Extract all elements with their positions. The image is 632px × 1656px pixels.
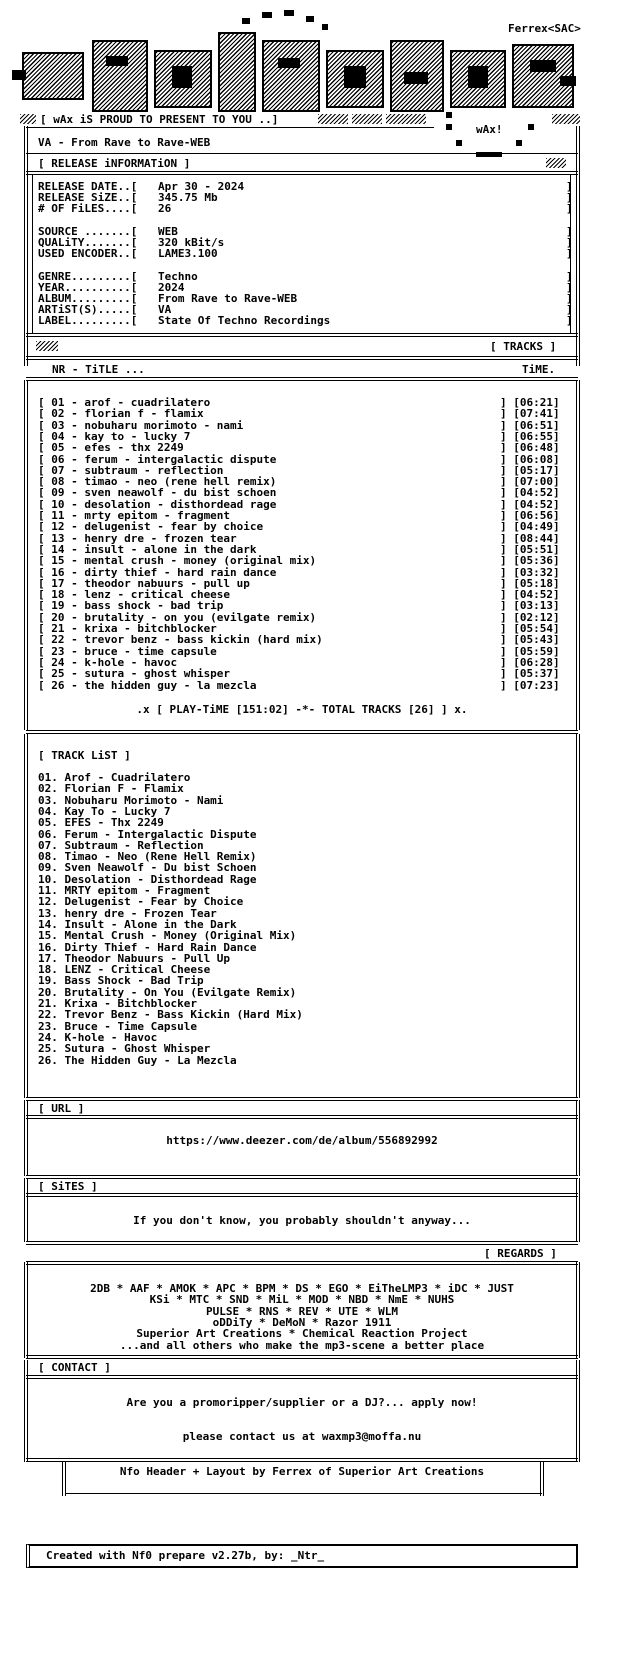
- regards-line: oDDiTy * DeMoN * Razor 1911: [212, 1315, 392, 1329]
- release-info-bracket: ]: [566, 247, 573, 261]
- track-row: [38, 634, 570, 645]
- release-info-value: 345.75 Mb: [158, 191, 218, 205]
- track-time: ] [05:43]: [500, 633, 560, 647]
- tracklist-item: 09. Sven Neawolf - Du bist Schoen: [38, 861, 257, 875]
- track-time: ] [07:23]: [500, 678, 560, 692]
- release-info-bracket: ]: [566, 202, 573, 216]
- release-info-label: QUALiTY.......[: [38, 236, 138, 249]
- tracklist-item: 19. Bass Shock - Bad Trip: [38, 974, 204, 988]
- track-row: [38, 600, 570, 611]
- track-title: [ 13 - henry dre - frozen tear: [38, 531, 237, 545]
- release-info-row: [38, 259, 570, 270]
- track-time: ] [07:00]: [500, 475, 560, 489]
- track-row: [38, 646, 570, 657]
- tracklist-item: 21. Krixa - Bitchblocker: [38, 997, 197, 1010]
- track-title: [ 16 - dirty thief - hard rain dance: [38, 565, 277, 579]
- track-title: [ 03 - nobuharu morimoto - nami: [38, 418, 244, 432]
- tracklist-item: 02. Florian F - Flamix: [38, 782, 184, 796]
- track-title: [ 01 - arof - cuadrilatero: [38, 396, 211, 409]
- release-info-label: YEAR..........[: [38, 280, 138, 294]
- track-row: [38, 442, 570, 453]
- release-info-label: # OF FiLES....[: [38, 202, 138, 216]
- tracklist-item: 10. Desolation - Disthordead Rage: [38, 872, 257, 886]
- contact-heading: [ CONTACT ]: [38, 1361, 111, 1374]
- track-time: ] [06:08]: [500, 452, 560, 466]
- track-title: [ 11 - mrty epitom - fragment: [38, 509, 231, 522]
- track-title: [ 09 - sven neawolf - du bist schoen: [38, 486, 277, 500]
- track-time: ] [04:52]: [500, 486, 560, 500]
- release-info-bracket: ]: [566, 280, 573, 294]
- contact-line-email: please contact us at waxmp3@moffa.nu: [182, 1430, 422, 1443]
- track-row: [38, 567, 570, 578]
- track-title: [ 20 - brutality - on you (evilgate remix): [38, 610, 317, 624]
- tracks-heading: [ TRACKS ]: [490, 340, 557, 353]
- release-info-label: GENRE.........[: [38, 269, 138, 283]
- track-time: ] [05:51]: [500, 542, 560, 556]
- track-title: [ 02 - florian f - flamix: [38, 407, 204, 421]
- track-title: [ 25 - sutura - ghost whisper: [38, 667, 231, 681]
- track-row: [38, 408, 570, 419]
- track-time: ] [04:52]: [500, 497, 560, 511]
- tracklist-item: 22. Trevor Benz - Bass Kickin (Hard Mix): [38, 1008, 303, 1022]
- intro-text: [ wAx iS PROUD TO PRESENT TO YOU ..]: [40, 113, 279, 126]
- release-info-value: VA: [158, 303, 172, 317]
- track-time: ] [05:18]: [500, 576, 560, 590]
- track-title: [ 22 - trevor benz - bass kickin (hard mix): [38, 633, 323, 647]
- wax-tag-label: wAx!: [476, 123, 503, 136]
- track-time: ] [08:44]: [500, 531, 560, 545]
- release-info-value: Techno: [158, 269, 198, 283]
- track-time: ] [06:56]: [500, 509, 560, 522]
- track-title: [ 17 - theodor nabuurs - pull up: [38, 576, 250, 590]
- track-time: ] [06:51]: [500, 418, 560, 432]
- tracklist-item: 13. henry dre - Frozen Tear: [38, 906, 217, 920]
- track-title: [ 05 - efes - thx 2249: [38, 441, 184, 455]
- track-row: [38, 487, 570, 498]
- release-info-label: LABEL.........[: [38, 314, 138, 328]
- release-info-value: WEB: [158, 224, 178, 238]
- release-info-label: SOURCE .......[: [38, 224, 138, 238]
- track-title: [ 07 - subtraum - reflection: [38, 463, 224, 477]
- tracklist-item: 18. LENZ - Critical Cheese: [38, 963, 211, 977]
- tracklist-item: 15. Mental Crush - Money (Original Mix): [38, 929, 297, 943]
- release-info-value: Apr 30 - 2024: [158, 180, 245, 193]
- track-time: ] [06:21]: [500, 396, 560, 409]
- tracklist-heading: [ TRACK LiST ]: [38, 749, 131, 762]
- track-title: [ 12 - delugenist - fear by choice: [38, 520, 264, 534]
- release-info-bracket: ]: [566, 314, 573, 328]
- tracklist-item: 06. Ferum - Intergalactic Dispute: [38, 827, 257, 841]
- release-info-value: From Rave to Rave-WEB: [158, 292, 298, 305]
- release-info-value: State Of Techno Recordings: [158, 314, 331, 328]
- tracklist-item: 17. Theodor Nabuurs - Pull Up: [38, 951, 231, 965]
- contact-line-apply: Are you a promoripper/supplier or a DJ?... apply now!: [126, 1396, 478, 1409]
- release-info-label: ALBUM.........[: [38, 292, 138, 305]
- ferrex-credit: Ferrex<SAC>: [508, 22, 581, 35]
- sites-text: If you don't know, you probably shouldn't anyway...: [133, 1214, 471, 1227]
- track-time: ] [06:48]: [500, 441, 560, 455]
- track-time: ] [05:17]: [500, 463, 560, 477]
- release-info-row: [38, 202, 573, 216]
- release-info-bracket: ]: [566, 224, 573, 238]
- track-row: [38, 521, 570, 532]
- track-time: ] [04:49]: [500, 520, 560, 534]
- release-info-bracket: ]: [566, 191, 573, 205]
- tracklist-item: 11. MRTY epitom - Fragment: [38, 884, 211, 897]
- regards-line: 2DB * AAF * AMOK * APC * BPM * DS * EGO * EiTheLMP3 * iDC * JUST: [90, 1282, 514, 1295]
- track-row: [38, 668, 570, 679]
- created-with-text: Created with Nf0 prepare v2.27b, by: _Ntr_: [46, 1549, 325, 1562]
- track-time: ] [06:55]: [500, 429, 560, 443]
- tracklist-item: 03. Nobuharu Morimoto - Nami: [38, 793, 224, 807]
- tracklist-item: 25. Sutura - Ghost Whisper: [38, 1042, 211, 1056]
- created-with-box: [26, 1544, 578, 1568]
- tracklist-item: 07. Subtraum - Reflection: [38, 838, 204, 852]
- layout-credit: Nfo Header + Layout by Ferrex of Superior Art Creations: [119, 1465, 485, 1478]
- track-time: ] [02:12]: [500, 610, 560, 624]
- track-title: [ 15 - mental crush - money (original mix): [38, 554, 317, 568]
- wax-logo: [12, 10, 582, 118]
- regards-line: ...and all others who make the mp3-scene a better place: [119, 1338, 485, 1352]
- release-info-bracket: ]: [566, 180, 573, 193]
- tracks-summary: .x [ PLAY-TiME [151:02] -*- TOTAL TRACKS [26] ] x.: [136, 703, 468, 716]
- sites-heading: [ SiTES ]: [38, 1180, 98, 1193]
- release-info-row: [38, 314, 573, 328]
- track-title: [ 21 - krixa - bitchblocker: [38, 622, 217, 635]
- track-row: [38, 454, 570, 465]
- track-time: ] [05:59]: [500, 644, 560, 658]
- tracklist-item: 01. Arof - Cuadrilatero: [38, 771, 191, 784]
- release-info-value: 26: [158, 202, 172, 216]
- release-info-bracket: ]: [566, 292, 573, 305]
- track-row: [38, 420, 570, 431]
- track-time: ] [05:37]: [500, 667, 560, 681]
- track-time: ] [04:52]: [500, 588, 560, 602]
- release-info-row: [38, 247, 573, 261]
- track-time: ] [05:36]: [500, 554, 560, 568]
- tracklist-item: 05. EFES - Thx 2249: [38, 816, 164, 830]
- tracklist-item: 20. Brutality - On You (Evilgate Remix): [38, 985, 297, 999]
- release-info-row: [38, 215, 570, 226]
- url-heading: [ URL ]: [38, 1102, 85, 1115]
- track-title: [ 08 - timao - neo (rene hell remix): [38, 475, 277, 489]
- col-nr-title: NR - TiTLE ...: [52, 363, 145, 376]
- release-info-label: ARTiST(S).....[: [38, 303, 138, 317]
- release-info-value: 2024: [158, 280, 185, 294]
- tracklist-item: 23. Bruce - Time Capsule: [38, 1019, 197, 1033]
- track-row: [38, 680, 570, 691]
- track-row: [38, 555, 570, 566]
- track-time: ] [03:32]: [500, 565, 560, 579]
- release-info-value: LAME3.100: [158, 247, 218, 261]
- track-title: [ 06 - ferum - intergalactic dispute: [38, 452, 277, 466]
- track-title: [ 24 - k-hole - havoc: [38, 655, 178, 669]
- track-title: [ 04 - kay to - lucky 7: [38, 429, 191, 443]
- track-title: [ 26 - the hidden guy - la mezcla: [38, 678, 257, 692]
- track-time: ] [07:41]: [500, 407, 560, 421]
- col-time: TiME.: [522, 363, 556, 376]
- regards-heading: [ REGARDS ]: [484, 1247, 557, 1260]
- release-info-heading: [ RELEASE iNFORMATiON ]: [38, 157, 191, 170]
- release-info-bracket: ]: [566, 269, 573, 283]
- tracklist-item: 24. K-hole - Havoc: [38, 1030, 158, 1044]
- regards-line: Superior Art Creations * Chemical Reaction Project: [136, 1327, 468, 1341]
- tracklist-item: 16. Dirty Thief - Hard Rain Dance: [38, 940, 257, 954]
- track-title: [ 14 - insult - alone in the dark: [38, 542, 257, 556]
- release-info-value: 320 kBit/s: [158, 236, 225, 249]
- release-info-bracket: ]: [566, 236, 573, 249]
- tracklist-item: 26. The Hidden Guy - La Mezcla: [38, 1053, 237, 1067]
- tracklist-item: 12. Delugenist - Fear by Choice: [38, 895, 244, 909]
- track-time: ] [06:28]: [500, 655, 560, 669]
- release-info-label: USED ENCODER..[: [38, 247, 138, 261]
- release-info-label: RELEASE SiZE..[: [38, 191, 138, 205]
- track-title: [ 10 - desolation - disthordead rage: [38, 497, 277, 511]
- regards-line: PULSE * RNS * REV * UTE * WLM: [205, 1304, 399, 1318]
- album-url-link[interactable]: https://www.deezer.com/de/album/556892992: [166, 1134, 438, 1147]
- tracklist-item: 14. Insult - Alone in the Dark: [38, 917, 237, 931]
- track-time: ] [05:54]: [500, 622, 560, 635]
- release-info-label: RELEASE DATE..[: [38, 180, 138, 193]
- regards-line: KSi * MTC * SND * MiL * MOD * NBD * NmE * NUHS: [149, 1293, 455, 1307]
- release-info-bracket: ]: [566, 303, 573, 317]
- track-title: [ 18 - lenz - critical cheese: [38, 588, 231, 602]
- tracklist-item: 08. Timao - Neo (Rene Hell Remix): [38, 850, 257, 864]
- tracklist-item: 04. Kay To - Lucky 7: [38, 804, 171, 818]
- track-time: ] [03:13]: [500, 599, 560, 613]
- track-title: [ 19 - bass shock - bad trip: [38, 599, 224, 613]
- track-row: [38, 533, 570, 544]
- release-info-row: [38, 269, 573, 283]
- track-title: [ 23 - bruce - time capsule: [38, 644, 217, 658]
- release-title: VA - From Rave to Rave-WEB: [38, 136, 211, 149]
